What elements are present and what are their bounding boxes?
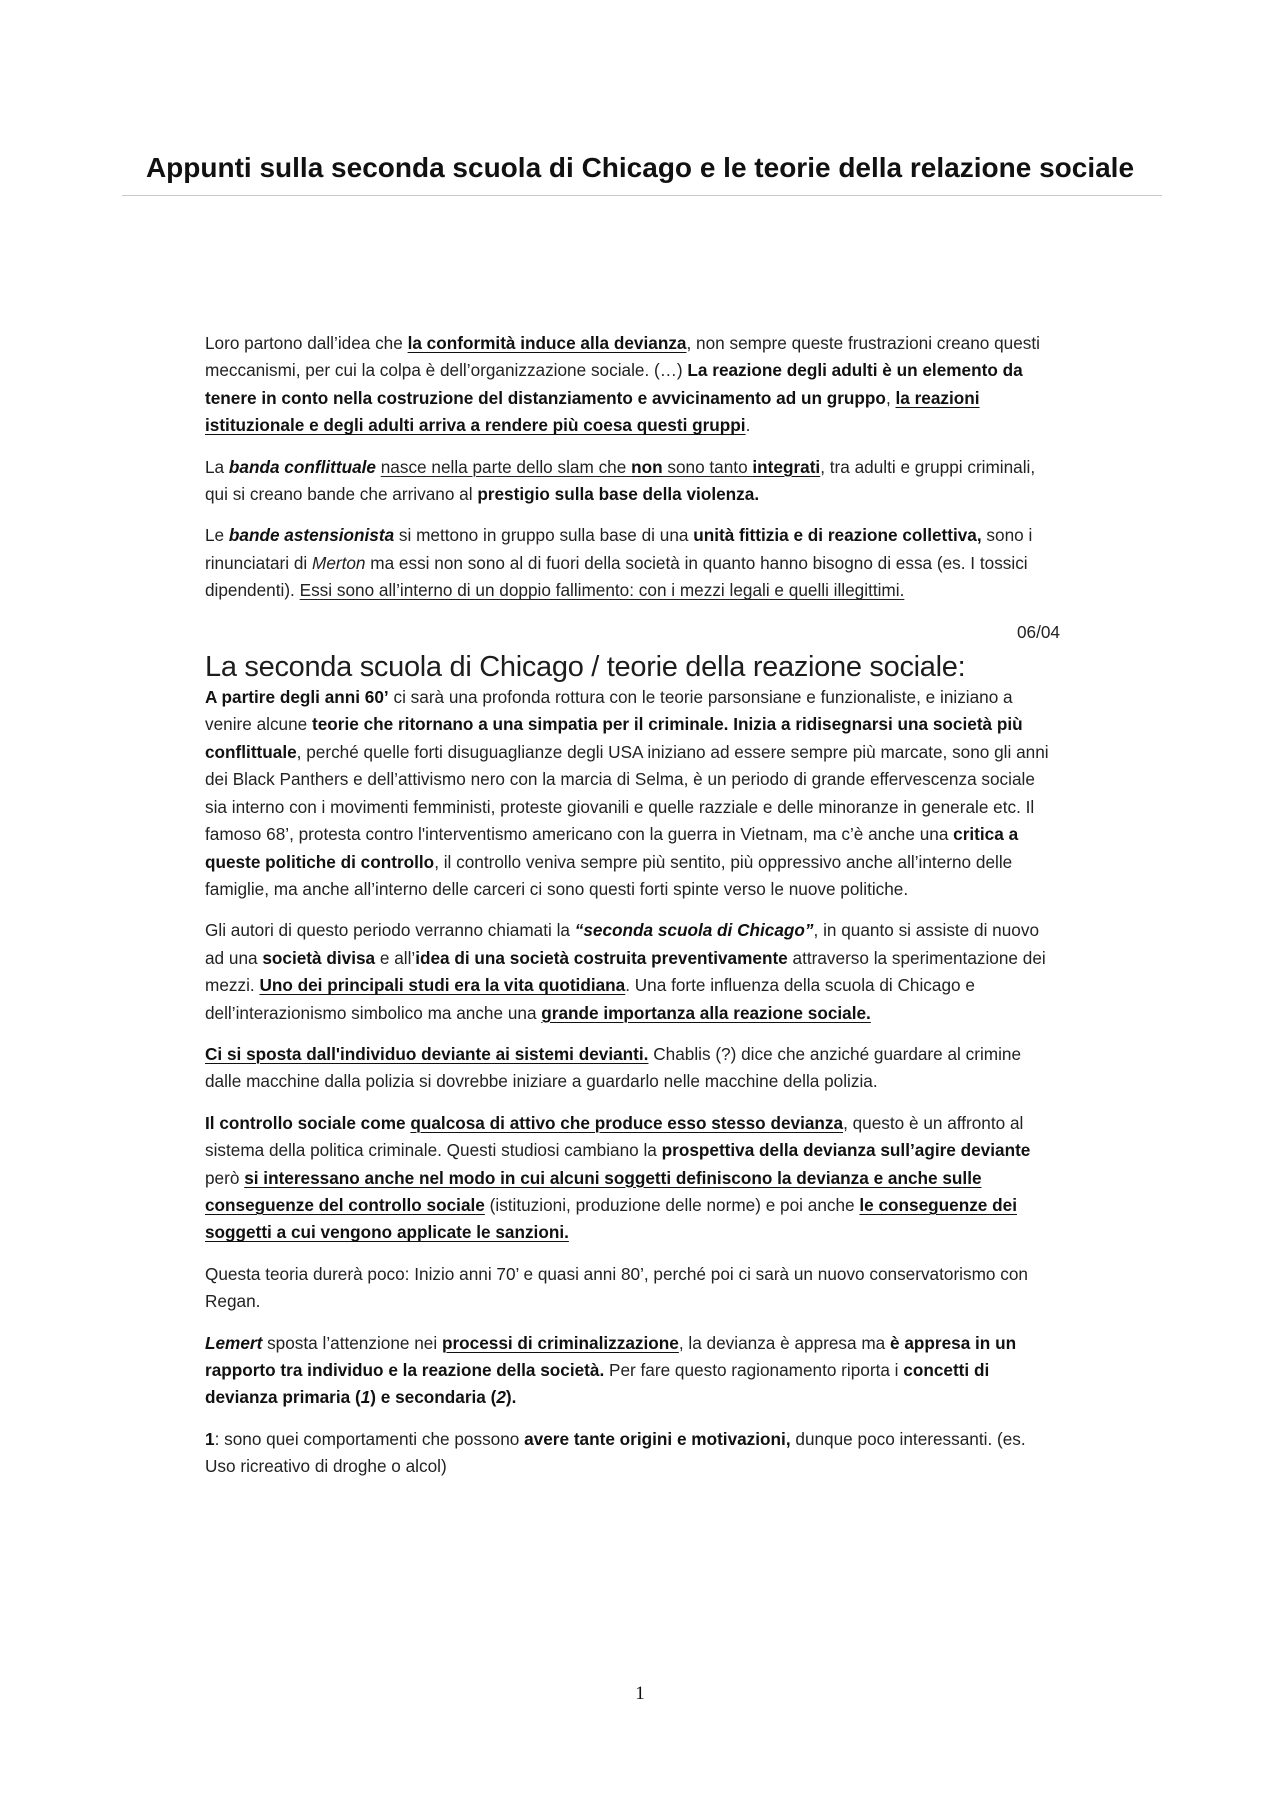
- text-run: A partire degli anni 60’: [205, 687, 389, 708]
- text-run: le conseguenze dei soggetti a cui vengono applicate le sanzioni.: [205, 1194, 1017, 1243]
- text-run: idea di una società costruita preventivamente: [415, 947, 788, 968]
- paragraph-anni-60: [205, 684, 1060, 903]
- text-run: avere tante origini e motivazioni,: [524, 1428, 791, 1449]
- text-run: concetti di devianza primaria (: [205, 1360, 990, 1408]
- text-run: sposta l’attenzione nei: [262, 1332, 442, 1353]
- text-run: , perché quelle forti disuguaglianze degli USA iniziano ad essere sempre più marcate, sono gli anni dei Black Panthers e dell’attivismo nero con la marcia di Selma, è un periodo di grande effervescenza sociale sia interno con i movimenti femministi, proteste giovanili e quelle razziale e delle minoranze in generale etc. Il famoso 68’, protesta contro l'interventismo americano con la guerra in Vietnam, ma c’è anche una: [205, 741, 1049, 845]
- text-run: la reazioni istituzionale e degli adulti arriva a rendere più coesa questi gruppi: [205, 387, 980, 436]
- text-run: 1: [205, 1428, 215, 1449]
- paragraph-durata-teoria: [205, 1261, 1060, 1316]
- text-run: nasce nella parte dello slam che: [380, 456, 632, 477]
- text-run: , il controllo veniva sempre più sentito, più oppressivo anche all’interno delle famiglie, ma anche all’interno delle carceri ci sono questi forti spinte verso le nuove politiche.: [205, 851, 1013, 899]
- text-run: unità fittizia e di reazione collettiva,: [693, 525, 982, 546]
- text-run: , tra adulti e gruppi criminali, qui si creano bande che arrivano al: [205, 456, 1036, 505]
- text-run: non: [631, 456, 663, 477]
- text-run: ,: [885, 387, 896, 408]
- text-run: 1: [360, 1387, 371, 1408]
- text-run: qualcosa di attivo che produce esso stesso devianza: [410, 1112, 844, 1133]
- text-run: prestigio sulla base della violenza.: [477, 484, 760, 505]
- text-run: sono tanto: [662, 456, 753, 477]
- text-run: banda conflittuale: [228, 456, 376, 477]
- text-run: processi di criminalizzazione: [441, 1332, 679, 1353]
- text-run: grande importanza alla reazione sociale.: [541, 1002, 871, 1023]
- text-run: ) e secondaria (: [370, 1387, 497, 1408]
- text-run: però: [205, 1167, 245, 1188]
- text-run: Per fare questo ragionamento riporta i: [604, 1360, 904, 1380]
- document-body: [205, 330, 1060, 1495]
- text-run: La: [205, 456, 229, 477]
- paragraph-bande-astensionista: [205, 522, 1060, 604]
- text-run: Il controllo sociale come: [205, 1112, 411, 1133]
- note-date: 06/04: [1016, 621, 1060, 642]
- paragraph-controllo-sociale: [205, 1110, 1060, 1247]
- document-title: Appunti sulla seconda scuola di Chicago e le teorie della relazione sociale: [145, 152, 1135, 183]
- text-run: . Una forte influenza della scuola di Chicago e dell’interazionismo simbolico ma anche una: [205, 975, 975, 1023]
- text-run: Ci si sposta dall'individuo deviante ai sistemi devianti.: [205, 1043, 649, 1064]
- text-run: società divisa: [262, 947, 376, 968]
- text-run: Loro partono dall’idea che: [205, 333, 408, 353]
- text-run: : sono quei comportamenti che possono: [214, 1428, 525, 1449]
- text-run: Questa teoria durerà poco: Inizio anni 70’ e quasi anni 80’, perché poi ci sarà un nuovo conservatorismo con Regan.: [205, 1263, 1028, 1312]
- title-divider: [122, 195, 1162, 196]
- text-run: , questo è un affronto al sistema della politica criminale. Questi studiosi cambiano la: [205, 1112, 1024, 1161]
- text-run: Le: [205, 525, 229, 546]
- text-run: teorie che ritornano a una simpatia per il criminale. Inizia a ridisegnarsi una società più conflittuale: [205, 714, 1023, 762]
- text-run: Uno dei principali studi era la vita quotidiana: [259, 975, 626, 996]
- text-run: “seconda scuola di Chicago”: [574, 920, 814, 941]
- text-run: Essi sono all’interno di un doppio fallimento: con i mezzi legali e quelli illegittimi.: [299, 580, 905, 601]
- text-run: 2: [496, 1387, 506, 1408]
- paragraph-lemert: [205, 1330, 1060, 1412]
- text-run: integrati: [752, 456, 821, 477]
- text-run: Chablis (?) dice che anziché guardare al crimine dalle macchine dalla polizia si dovrebbe iniziare a guardarlo nelle macchine della polizia.: [205, 1043, 1022, 1092]
- text-run: .: [745, 415, 751, 436]
- paragraph-devianza-primaria: [205, 1426, 1060, 1481]
- text-run: si interessano anche nel modo in cui alcuni soggetti definiscono la devianza e anche sulle conseguenze del controllo sociale: [205, 1167, 982, 1215]
- paragraph-sistemi-devianti: [205, 1041, 1060, 1096]
- text-run: attraverso la sperimentazione dei mezzi.: [205, 947, 1046, 996]
- text-run: , la devianza è appresa ma: [678, 1332, 890, 1353]
- text-run: sono i rinunciatari di: [205, 525, 1033, 573]
- text-run: la conformità induce alla devianza: [407, 333, 687, 353]
- page-number: 1: [635, 1683, 645, 1704]
- text-run: Lemert: [205, 1332, 263, 1353]
- text-run: bande astensionista: [228, 525, 395, 546]
- text-run: Gli autori di questo periodo verranno chiamati la: [205, 920, 575, 941]
- paragraph-conformity: [205, 330, 1060, 440]
- text-run: e all’: [375, 947, 416, 968]
- text-run: La reazione degli adulti è un elemento da tenere in conto nella costruzione del distanziamento e avvicinamento ad un gruppo: [205, 360, 1023, 408]
- text-run: è appresa in un rapporto tra individuo e la reazione della società.: [205, 1332, 1017, 1380]
- text-run: (istituzioni, produzione delle norme) e poi anche: [484, 1194, 860, 1215]
- text-run: prospettiva della devianza sull’agire deviante: [661, 1140, 1031, 1161]
- text-run: si mettono in gruppo sulla base di una: [394, 525, 694, 546]
- text-run: ).: [505, 1387, 517, 1408]
- paragraph-seconda-scuola: [205, 917, 1060, 1027]
- section-heading: La seconda scuola di Chicago / teorie della reazione sociale:: [205, 651, 966, 684]
- text-run: , in quanto si assiste di nuovo ad una: [205, 920, 1040, 968]
- paragraph-banda-conflittuale: [205, 454, 1060, 509]
- text-run: ci sarà una profonda rottura con le teorie parsonsiane e funzionaliste, e iniziano a venire alcune: [205, 687, 1013, 735]
- text-run: , non sempre queste frustrazioni creano questi meccanismi, per cui la colpa è dell’organizzazione sociale. (…): [205, 333, 1040, 381]
- text-run: ma essi non sono al di fuori della società in quanto hanno bisogno di essa (es. I tossici dipendenti).: [205, 552, 1028, 601]
- text-run: critica a queste politiche di controllo: [205, 824, 1019, 872]
- text-run: dunque poco interessanti. (es. Uso ricreativo di droghe o alcol): [205, 1428, 1026, 1477]
- text-run: Merton: [312, 552, 366, 573]
